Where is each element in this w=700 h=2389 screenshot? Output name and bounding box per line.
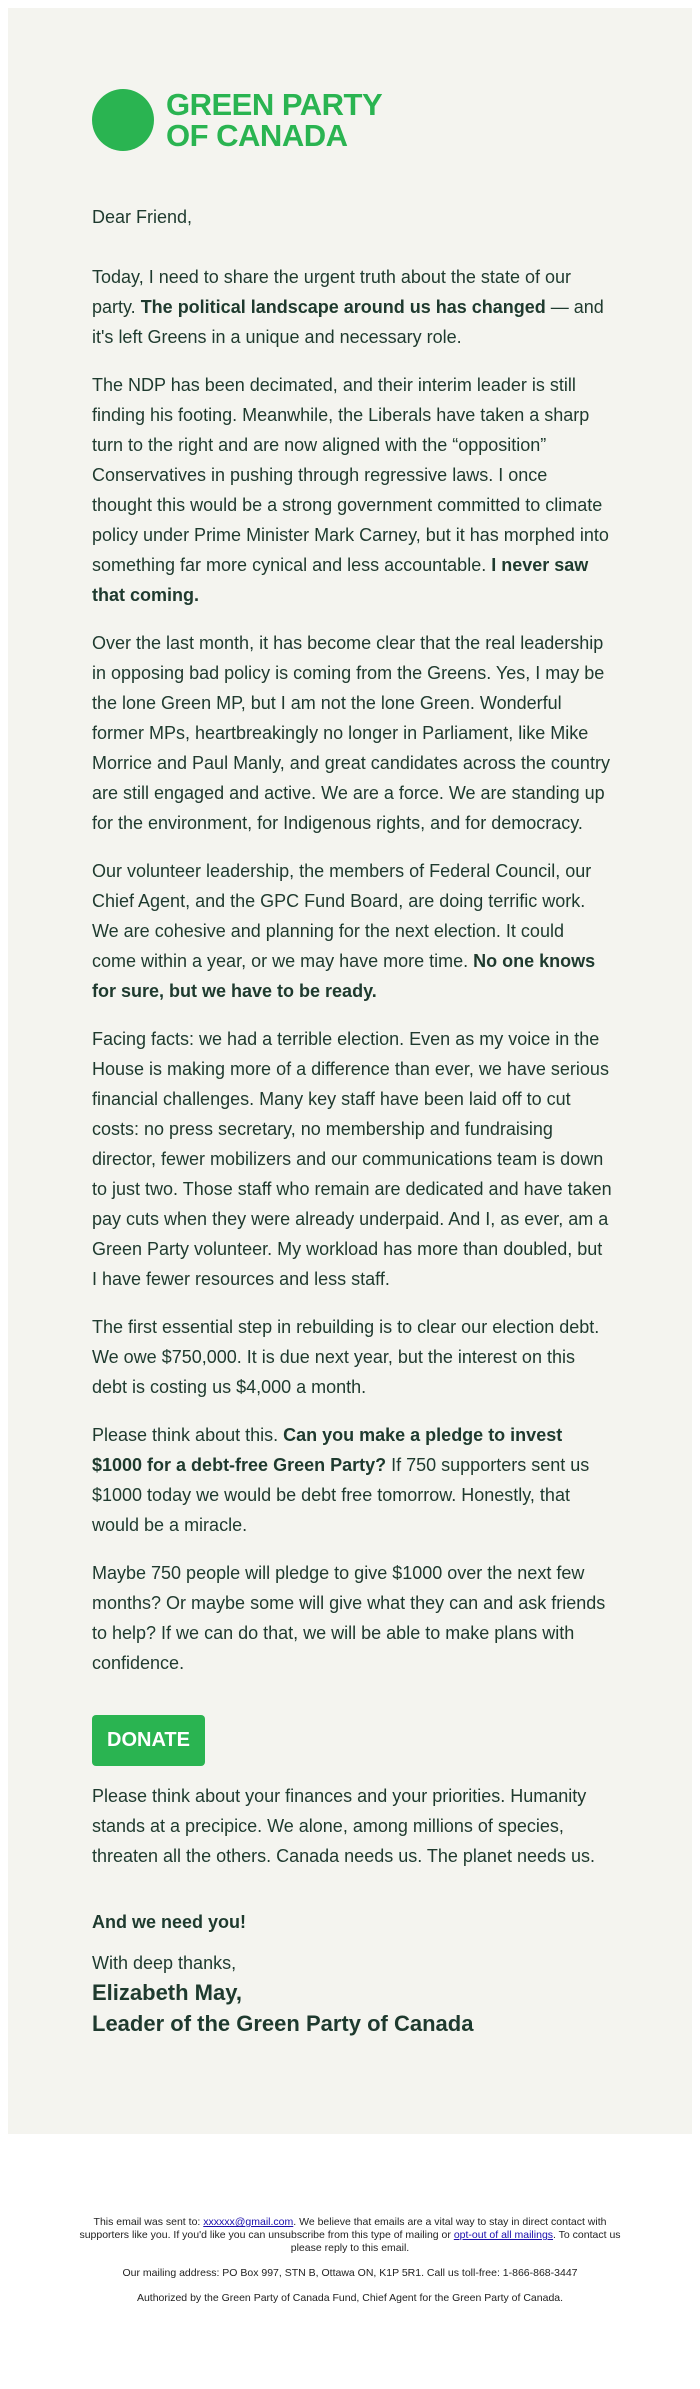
footer-sent-middle: . We believe that emails are a vital way to stay in direct contact with supporters like you. If you'd like you can unsubscribe from this type of mailing or [79, 2216, 607, 2241]
closing-thanks: With deep thanks, [92, 1953, 237, 1973]
footer-address: Our mailing address: PO Box 997, STN B, Ottawa ON, K1P 5R1. Call us toll-free: 1-866-868-3447 [122, 2267, 578, 2279]
logo-wordmark [166, 89, 382, 151]
paragraph-facing-facts: Facing facts: we had a terrible election. Even as my voice in the House is making more of a difference than ever, we have serious financial challenges. Many key staff have been laid off to cut costs: no press secretary, no membership and fundraising director, fewer mobilizers and our communications team is down to just two. Those staff who remain are dedicated and have taken pay cuts when they were already underpaid. And I, as ever, am a Green Party volunteer. My workload has more than doubled, but I have fewer resources and less staff. [92, 1029, 612, 1289]
p2-text-a: The NDP has been decimated, and their interim leader is still finding his footing. Meanwhile, the Liberals have taken a sharp turn to the right and are now aligned with the “opposition” Conservatives in pushing through regressive laws. I once thought this would be a strong government committed to climate policy under Prime Minister Mark Carney, but it has morphed into something far more cynical and less accountable. [92, 375, 609, 575]
footer-optout-link[interactable]: opt-out of all mailings [453, 2229, 554, 2241]
and-we-need-you: And we need you! [92, 1912, 247, 1932]
p2-bold: I never saw that coming. [92, 555, 589, 605]
paragraph-ndp-liberals [92, 370, 612, 610]
p7-text-a: Please think about this. [92, 1425, 284, 1445]
donate-button[interactable]: DONATE [92, 1715, 205, 1766]
footer-email-link[interactable]: xxxxxx@gmail.com [203, 2216, 294, 2228]
p4-bold: No one knows for sure, but we have to be ready. [92, 951, 596, 1001]
email-card [8, 8, 692, 2134]
email-body [92, 80, 612, 2039]
logo-line-1: GREEN PARTY [166, 87, 383, 122]
paragraph-landscape [92, 262, 612, 352]
p7-bold: Can you make a pledge to invest $1000 for a debt-free Green Party? [92, 1425, 563, 1475]
footer-sent-prefix: This email was sent to: [93, 2216, 204, 2228]
green-party-logo[interactable] [92, 80, 612, 160]
footer-sent-notice [70, 2216, 630, 2255]
greeting: Dear Friend, [92, 207, 193, 227]
email-footer [70, 2216, 630, 2317]
p1-text-c: — and it's left Greens in a unique and necessary role. [92, 297, 604, 347]
paragraph-priorities: Please think about your finances and your priorities. Humanity stands at a precipice. We alone, among millions of species, threaten all the others. Canada needs us. The planet needs us. [92, 1786, 596, 1866]
signature [92, 1977, 612, 2039]
logo-line-2: OF CANADA [166, 118, 348, 153]
paragraph-election-debt: The first essential step in rebuilding is to clear our election debt. We owe $750,000. It is due next year, but the interest on this debt is costing us $4,000 a month. [92, 1317, 600, 1397]
logo-circle-icon [92, 89, 154, 151]
paragraph-volunteer-leadership [92, 856, 612, 1006]
paragraph-pledge [92, 1420, 612, 1540]
paragraph-750-people: Maybe 750 people will pledge to give $1000 over the next few months? Or maybe some will give what they can and ask friends to help? If we can do that, we will be able to make plans with confidence. [92, 1563, 606, 1673]
p1-text-a: Today, I need to share the urgent truth about the state of our party. [92, 267, 571, 317]
p7-text-c: If 750 supporters sent us $1000 today we would be debt free tomorrow. Honestly, that would be a miracle. [92, 1455, 590, 1535]
footer-sent-suffix: . To contact us please reply to this email. [290, 2229, 621, 2254]
footer-authorized: Authorized by the Green Party of Canada Fund, Chief Agent for the Green Party of Canada. [136, 2292, 564, 2304]
p4-text-a: Our volunteer leadership, the members of Federal Council, our Chief Agent, and the GPC Fund Board, are doing terrific work. We are cohesive and planning for the next election. It could come within a year, or we may have more time. [92, 861, 592, 971]
signature-title: Leader of the Green Party of Canada [92, 2011, 474, 2036]
paragraph-leadership: Over the last month, it has become clear that the real leadership in opposing bad policy is coming from the Greens. Yes, I may be the lone Green MP, but I am not the lone Green. Wonderful former MPs, heartbreakingly no longer in Parliament, like Mike Morrice and Paul Manly, and great candidates across the country are still engaged and active. We are a force. We are standing up for the environment, for Indigenous rights, and for democracy. [92, 633, 610, 833]
signature-name: Elizabeth May, [92, 1980, 242, 2005]
p1-bold: The political landscape around us has changed [140, 297, 546, 317]
